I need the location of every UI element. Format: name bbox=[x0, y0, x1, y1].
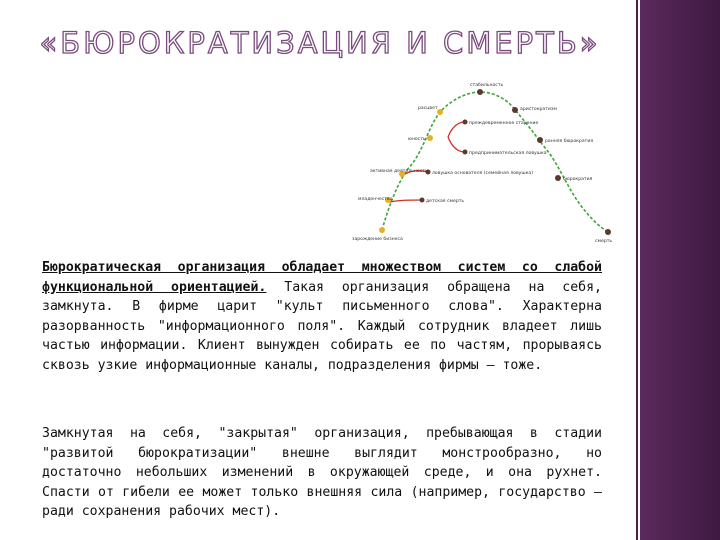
label-growth: юность bbox=[408, 137, 426, 142]
lifecycle-diagram bbox=[330, 82, 630, 252]
node-aristocratism bbox=[512, 107, 518, 113]
paragraph-bureaucratic-org bbox=[42, 258, 602, 375]
paragraph-body: Такая организация обращена на себя, замкнута. В фирме царит "культ письменного слова". Характерна разорванность "информационного поля". Каждый сотрудник владеет лишь частью информации. Клиент вынужден собирать ее по частям, прорываясь сквозь узкие информационные каналы, подразделения фирмы – тоже. bbox=[42, 279, 602, 373]
label-bureaucracy: бюрократия bbox=[563, 177, 593, 182]
sidebar-divider bbox=[636, 0, 638, 540]
label-death: смерть bbox=[595, 239, 613, 244]
label-courtship: зарождение бизнеса bbox=[352, 237, 403, 242]
node-infant-death bbox=[420, 198, 425, 203]
label-aristocratism: аристократизм bbox=[520, 107, 557, 112]
decorative-sidebar bbox=[640, 0, 720, 540]
branch-arc-enterprise bbox=[448, 137, 465, 152]
node-death bbox=[605, 229, 611, 235]
node-growth bbox=[427, 135, 433, 141]
node-peak bbox=[477, 89, 483, 95]
paragraph-lead: Бюрократическая организация обладает множеством систем со слабой функциональной ориентацией. bbox=[42, 260, 602, 295]
label-go-go: активная деятельность bbox=[370, 169, 428, 174]
label-enterprise: предпринимательская ловушка bbox=[469, 151, 547, 156]
label-premature: преждевременное старение bbox=[469, 121, 539, 126]
paragraph-closed-org: Замкнутая на себя, "закрытая" организация, пребывающая в стадии "развитой бюрократизации" внешне выглядит монстрообразно, но достаточно небольших изменений в окружающей среде, и она рухнет. Спасти от гибели ее может только внешняя сила (например, государство – ради сохранения рабочих мест). bbox=[42, 426, 602, 519]
node-courtship bbox=[379, 227, 385, 233]
label-infancy: младенчество bbox=[358, 197, 393, 202]
slide-title: «БЮРОКРАТИЗАЦИЯ И СМЕРТЬ» bbox=[39, 26, 601, 60]
node-premature bbox=[463, 120, 468, 125]
label-flourish: расцвет bbox=[418, 106, 438, 111]
label-early-bureaucracy: ранняя бюрократия bbox=[545, 139, 594, 144]
node-enterprise bbox=[463, 150, 468, 155]
node-flourish bbox=[437, 109, 443, 115]
node-early-bureaucracy bbox=[537, 137, 543, 143]
lifecycle-curve bbox=[382, 92, 608, 232]
branch-arc-premature bbox=[448, 122, 465, 137]
label-peak: стабильность bbox=[470, 83, 504, 88]
branch-arc-infant bbox=[390, 200, 422, 202]
label-infant-death: детская смерть bbox=[426, 199, 465, 204]
node-bureaucracy bbox=[555, 175, 561, 181]
label-founder-trap: ловушка основателя (семейная ловушка) bbox=[432, 171, 533, 176]
